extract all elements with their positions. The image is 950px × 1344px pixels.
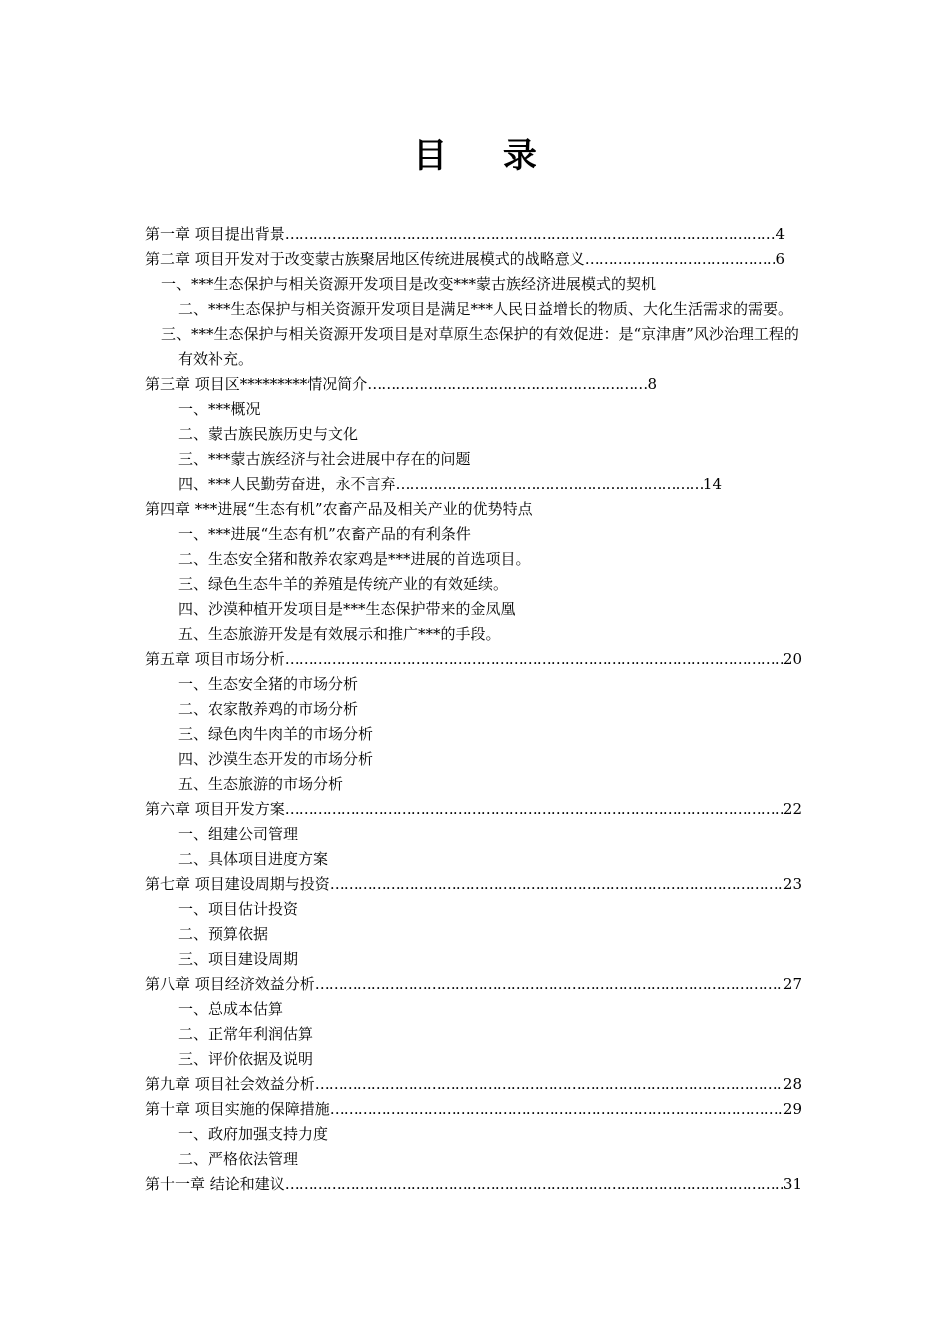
toc-leader-dots xyxy=(285,1172,783,1197)
toc-entry-section: 二、***生态保护与相关资源开发项目是满足***人民日益增长的物质、大化生活需求的需要。 xyxy=(178,300,794,318)
page-title: 目 录 xyxy=(413,136,559,176)
toc-leader-dots xyxy=(396,472,703,497)
toc-entry-section: 一、***生态保护与相关资源开发项目是改变***蒙古族经济进展模式的契机 xyxy=(161,275,657,293)
toc-page-number: 4 xyxy=(775,225,785,243)
toc-entry-text: 第六章 项目开发方案 xyxy=(145,800,285,818)
toc-page-number: 22 xyxy=(782,800,802,818)
toc-leader-dots xyxy=(330,872,783,897)
toc-entry-section: 三、绿色生态牛羊的养殖是传统产业的有效延续。 xyxy=(178,575,509,593)
toc-entry-section: 一、项目估计投资 xyxy=(178,900,299,918)
toc-entry-text: 第十一章 结论和建议 xyxy=(145,1175,285,1193)
toc-leader-dots xyxy=(285,797,783,822)
toc-page-number: 14 xyxy=(702,475,722,493)
toc-leader-dots xyxy=(315,972,783,997)
toc-entry-text: 第三章 项目区*********情况简介 xyxy=(145,375,368,393)
toc-entry-section: 二、蒙古族民族历史与文化 xyxy=(178,425,359,443)
toc-entry-chapter-6 xyxy=(145,797,802,822)
toc-entry-section: 四、沙漠生态开发的市场分析 xyxy=(178,750,374,768)
toc-entry-text: 第二章 项目开发对于改变蒙古族聚居地区传统进展模式的战略意义 xyxy=(145,250,585,268)
toc-entry-section: 五、生态旅游开发是有效展示和推广***的手段。 xyxy=(178,625,501,643)
toc-entry-section: 二、农家散养鸡的市场分析 xyxy=(178,700,359,718)
toc-entry-section: 一、总成本估算 xyxy=(178,1000,284,1018)
toc-entry-section: 三、评价依据及说明 xyxy=(178,1050,314,1068)
toc-entry-section: 三、***蒙古族经济与社会进展中存在的问题 xyxy=(178,450,471,468)
toc-entry-chapter-7 xyxy=(145,872,802,897)
toc-entry-chapter-9 xyxy=(145,1072,802,1097)
toc-entry-section: 一、***概况 xyxy=(178,400,261,418)
toc-page-number: 29 xyxy=(782,1100,802,1118)
toc-entry-chapter-4: 第四章 ***进展“生态有机”农畜产品及相关产业的优势特点 xyxy=(145,500,533,518)
toc-entry-chapter-3 xyxy=(145,372,657,397)
toc-entry-chapter-1 xyxy=(145,222,785,247)
toc-entry-text: 第十章 项目实施的保障措施 xyxy=(145,1100,330,1118)
toc-leader-dots xyxy=(285,222,776,247)
toc-page-number: 27 xyxy=(782,975,802,993)
toc-entry-section: 二、正常年利润估算 xyxy=(178,1025,314,1043)
toc-page-number: 8 xyxy=(647,375,657,393)
toc-page-number: 28 xyxy=(782,1075,802,1093)
toc-entry-section: 三、项目建设周期 xyxy=(178,950,299,968)
toc-entry-section: 二、预算依据 xyxy=(178,925,269,943)
toc-entry-section: 四、沙漠种植开发项目是***生态保护带来的金凤凰 xyxy=(178,600,516,618)
toc-entry-text: 第一章 项目提出背景 xyxy=(145,225,285,243)
toc-entry-section xyxy=(178,472,722,497)
toc-page-number: 6 xyxy=(775,250,785,268)
toc-entry-section: 三、绿色肉牛肉羊的市场分析 xyxy=(178,725,374,743)
toc-entry-chapter-5 xyxy=(145,647,802,672)
toc-leader-dots xyxy=(367,372,647,397)
toc-entry-section: 二、具体项目进度方案 xyxy=(178,850,329,868)
toc-entry-chapter-2 xyxy=(145,247,785,272)
toc-entry-section: 一、政府加强支持力度 xyxy=(178,1125,329,1143)
toc-leader-dots xyxy=(315,1072,783,1097)
toc-leader-dots xyxy=(285,647,783,672)
toc-entry-text: 第九章 项目社会效益分析 xyxy=(145,1075,315,1093)
toc-entry-text: 四、***人民勤劳奋进，永不言弃 xyxy=(178,475,396,493)
toc-page-number: 23 xyxy=(782,875,802,893)
toc-entry-section: 三、***生态保护与相关资源开发项目是对草原生态保护的有效促进：是“京津唐”风沙治理工程的有效补充。 xyxy=(161,325,799,368)
toc-page-number: 20 xyxy=(782,650,802,668)
toc-entry-chapter-10 xyxy=(145,1097,802,1122)
toc-entry-text: 第七章 项目建设周期与投资 xyxy=(145,875,330,893)
toc-entry-text: 第五章 项目市场分析 xyxy=(145,650,285,668)
toc-entry-section: 二、严格依法管理 xyxy=(178,1150,299,1168)
toc-leader-dots xyxy=(330,1097,783,1122)
toc-entry-section: 五、生态旅游的市场分析 xyxy=(178,775,344,793)
toc-entry-chapter-11 xyxy=(145,1172,802,1197)
toc-leader-dots xyxy=(585,247,776,272)
toc-entry-section: 一、***进展“生态有机”农畜产品的有利条件 xyxy=(178,525,471,543)
toc-entry-section: 一、组建公司管理 xyxy=(178,825,299,843)
toc-page-number: 31 xyxy=(782,1175,802,1193)
table-of-contents xyxy=(145,222,805,1197)
toc-entry-chapter-8 xyxy=(145,972,802,997)
toc-entry-section: 一、生态安全猪的市场分析 xyxy=(178,675,359,693)
toc-entry-text: 第八章 项目经济效益分析 xyxy=(145,975,315,993)
toc-entry-section: 二、生态安全猪和散养农家鸡是***进展的首选项目。 xyxy=(178,550,531,568)
